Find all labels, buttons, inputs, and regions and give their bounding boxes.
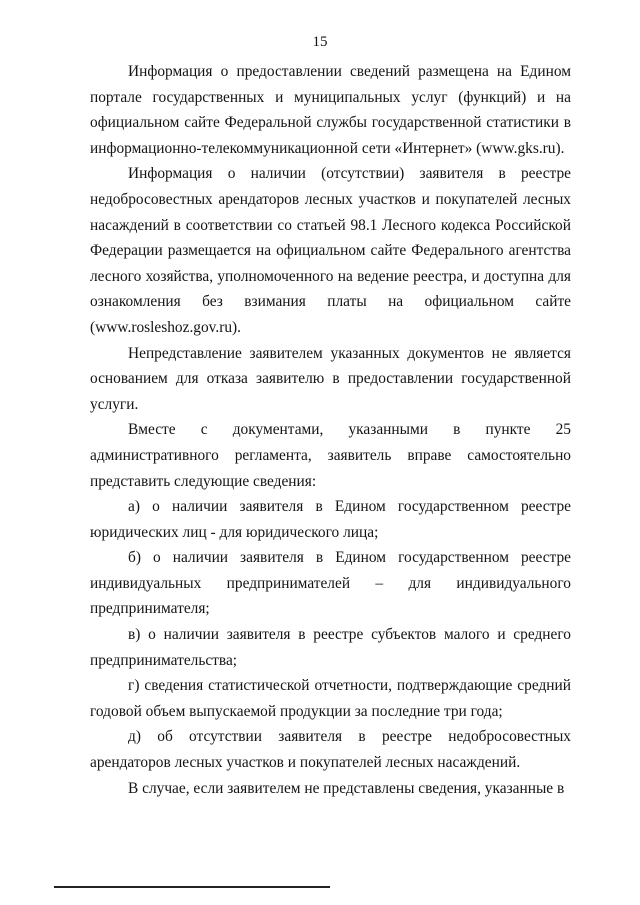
list-item-g: г) сведения статистической отчетности, подтверждающие средний годовой объем выпускаемой продукции за последние три года; (90, 677, 571, 720)
paragraph-non-submission: Непредставление заявителем указанных документов не является основанием для отказа заявителю в предоставлении государственной услуги. (90, 344, 571, 413)
list-item-v: в) о наличии заявителя в реестре субъектов малого и среднего предпринимательства; (90, 626, 571, 669)
list-item-b: б) о наличии заявителя в Едином государственном реестре индивидуальных предпринимателей – для индивидуального предпринимателя; (90, 549, 571, 618)
paragraph-optional-documents: Вместе с документами, указанными в пункте 25 административного регламента, заявитель вправе самостоятельно представить следующие сведения: (90, 421, 571, 490)
bottom-rule (54, 886, 330, 888)
document-body (90, 59, 571, 801)
paragraph-registry-info: Информация о наличии (отсутствии) заявителя в реестре недобросовестных арендаторов лесных участков и покупателей лесных насаждений в соответствии со статьей 98.1 Лесного кодекса Российской Федерации размещается на официальном сайте Федерального агентства лесного хозяйства, уполномоченного на ведение реестра, и доступна для ознакомления без взимания платы на официальном сайте (www.rosleshoz.gov.ru). (90, 165, 571, 336)
list-item-a: а) о наличии заявителя в Едином государственном реестре юридических лиц - для юридического лица; (90, 498, 571, 541)
page-number: 15 (312, 34, 328, 50)
list-item-d: д) об отсутствии заявителя в реестре недобросовестных арендаторов лесных участков и покупателей лесных насаждений. (90, 728, 571, 772)
paragraph-if-not-submitted: В случае, если заявителем не представлены сведения, указанные в (128, 779, 565, 797)
paragraph-gks-info: Информация о предоставлении сведений размещена на Едином портале государственных и муниципальных услуг (функций) и на официальном сайте Федеральной службы государственной статистики в информационно-телекоммуникационной сети «Интернет» (www.gks.ru). (90, 63, 571, 157)
